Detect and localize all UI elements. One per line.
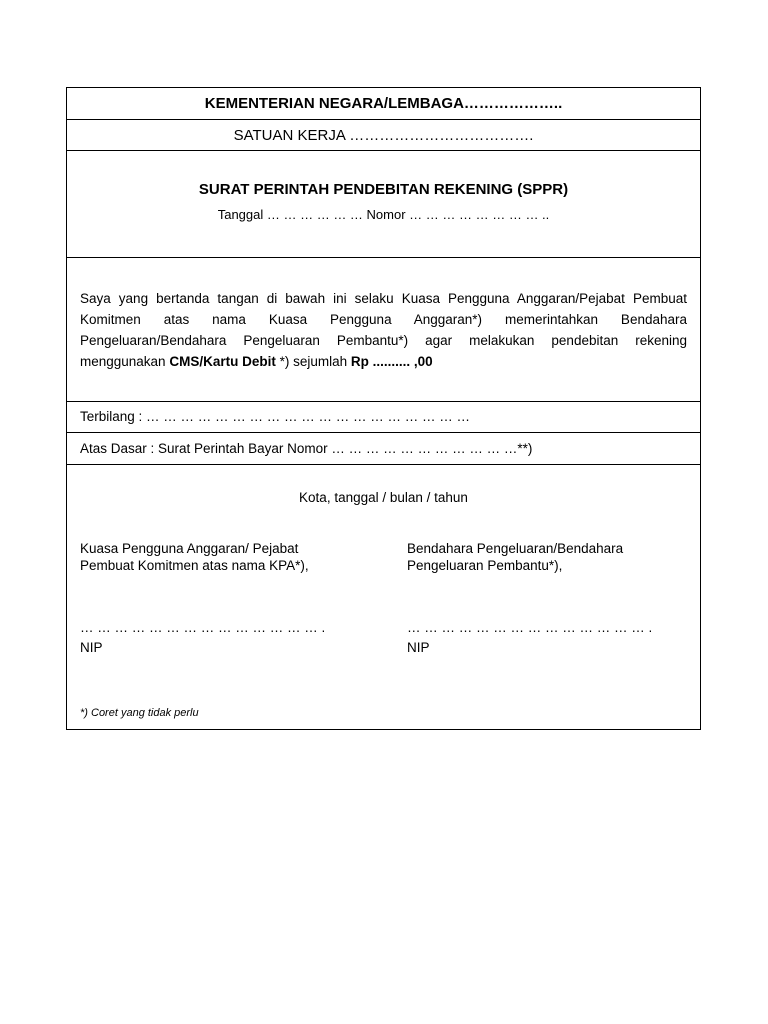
ministry-label: KEMENTERIAN NEGARA/LEMBAGA……………….. (204, 95, 563, 112)
ministry-row (67, 88, 700, 119)
date-number-line: Tanggal … … … … … … Nomor … … … … … … … … .. (217, 207, 550, 222)
signatory-left (80, 540, 370, 656)
place-date: Kota, tanggal / bulan / tahun (299, 490, 468, 505)
signatory-right (407, 540, 697, 656)
title-row (67, 150, 700, 257)
signature-row (67, 464, 700, 729)
signatory-left-nip: NIP (80, 640, 103, 655)
signatory-right-name-line: … … … … … … … … … … … … … … . (407, 620, 653, 635)
footnote: *) Coret yang tidak perlu (80, 707, 199, 719)
statement-row (67, 257, 700, 401)
signatory-left-title-1: Kuasa Pengguna Anggaran/ Pejabat (80, 541, 299, 556)
statement-text: Saya yang bertanda tangan di bawah ini selaku Kuasa Pengguna Anggaran/Pejabat Pembuat Komitmen atas nama Kuasa Pengguna Anggaran*) memerintahkan Bendahara Pengeluaran/Bendahara Pengeluaran Pembantu*) agar melakukan pendebitan rekening menggunakan (80, 291, 687, 369)
terbilang-row (67, 401, 700, 432)
document-title: SURAT PERINTAH PENDEBITAN REKENING (SPPR) (198, 181, 569, 198)
signatory-right-title-1: Bendahara Pengeluaran/Bendahara (407, 541, 624, 556)
payment-method: CMS/Kartu Debit (169, 354, 276, 369)
terbilang-line: Terbilang : … … … … … … … … … … … … … … … … … … … (80, 409, 471, 424)
signatory-left-title-2: Pembuat Komitmen atas nama KPA*), (80, 558, 309, 573)
work-unit-label: SATUAN KERJA ………………………………. (233, 127, 534, 144)
work-unit-row (67, 119, 700, 150)
signatory-left-name-line: … … … … … … … … … … … … … … . (80, 620, 326, 635)
basis-row (67, 432, 700, 464)
sppr-form (66, 87, 701, 730)
signatory-right-nip: NIP (407, 640, 430, 655)
signatory-right-title-2: Pengeluaran Pembantu*), (407, 558, 563, 573)
basis-line: Atas Dasar : Surat Perintah Bayar Nomor … … … … … … … … … … …**) (80, 441, 533, 456)
amount-field: Rp .......... ,00 (350, 354, 433, 369)
statement-text-middle: *) sejumlah (275, 354, 351, 369)
